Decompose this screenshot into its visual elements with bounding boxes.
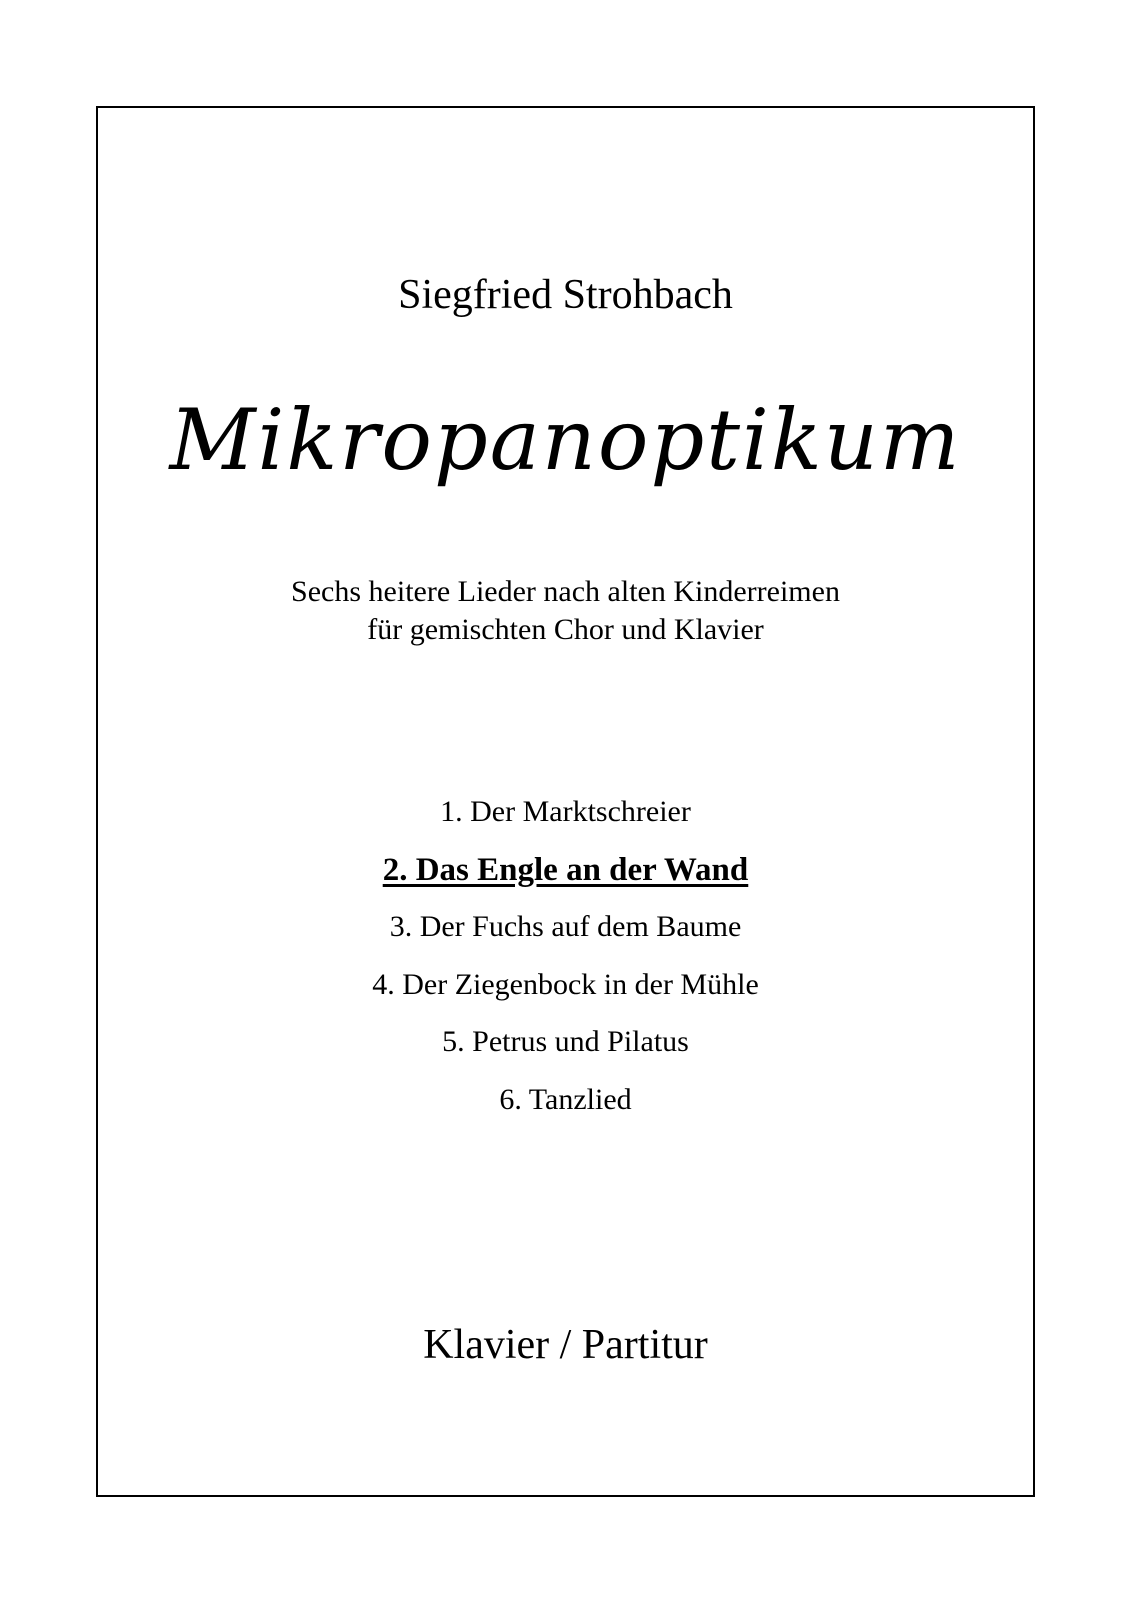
edition-label: Klavier / Partitur xyxy=(423,1322,708,1368)
composer-name: Siegfried Strohbach xyxy=(398,272,733,318)
work-subtitle xyxy=(0,573,1131,649)
subtitle-line-1: Sechs heitere Lieder nach alten Kinderreimen xyxy=(291,575,840,608)
song-item: 3. Der Fuchs auf dem Baume xyxy=(389,910,742,943)
subtitle-line-2: für gemischten Chor und Klavier xyxy=(367,613,764,646)
song-item: 1. Der Marktschreier xyxy=(440,795,691,828)
song-item: 6. Tanzlied xyxy=(499,1082,632,1116)
song-item: 5. Petrus und Pilatus xyxy=(442,1025,689,1058)
song-item: 4. Der Ziegenbock in der Mühle xyxy=(372,967,759,1001)
work-title: Mikropanoptikum xyxy=(169,391,962,489)
song-list xyxy=(0,794,1131,1139)
song-item-current: 2. Das Engle an der Wand xyxy=(382,851,749,888)
